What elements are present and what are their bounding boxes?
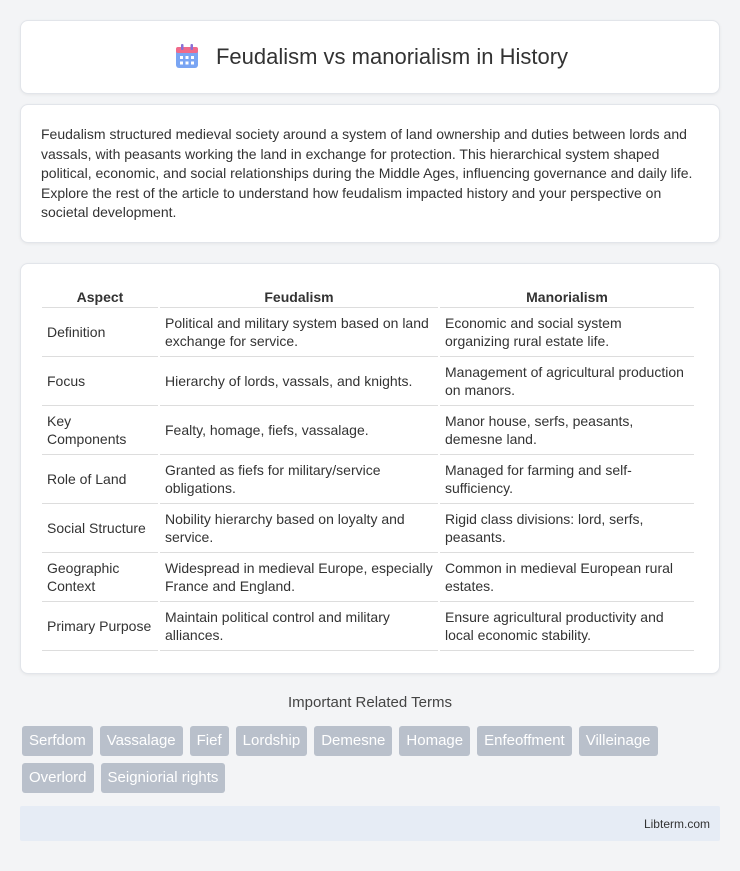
tag-enfeoffment[interactable]: Enfeoffment: [477, 726, 572, 756]
tag-overlord[interactable]: Overlord: [22, 763, 94, 793]
aspect-cell: Primary Purpose: [42, 602, 158, 651]
feudalism-cell: Nobility hierarchy based on loyalty and service.: [160, 504, 438, 553]
related-terms-list: [22, 726, 722, 793]
manorialism-cell: Rigid class divisions: lord, serfs, peasants.: [440, 504, 694, 553]
manorialism-cell: Manor house, serfs, peasants, demesne land.: [440, 406, 694, 455]
feudalism-cell: Maintain political control and military alliances.: [160, 602, 438, 651]
aspect-cell: Geographic Context: [42, 553, 158, 602]
feudalism-cell: Fealty, homage, fiefs, vassalage.: [160, 406, 438, 455]
header-card: [20, 20, 720, 94]
footer: [20, 806, 720, 841]
aspect-cell: Key Components: [42, 406, 158, 455]
footer-brand-link[interactable]: Libterm.com: [643, 816, 710, 831]
table-row: [42, 308, 694, 357]
manorialism-cell: Managed for farming and self-sufficiency.: [440, 455, 694, 504]
header-manorialism: Manorialism: [440, 284, 694, 308]
table-header-row: [42, 284, 694, 308]
tag-seigniorial-rights[interactable]: Seigniorial rights: [101, 763, 226, 793]
aspect-cell: Definition: [42, 308, 158, 357]
tag-vassalage[interactable]: Vassalage: [100, 726, 183, 756]
tag-serfdom[interactable]: Serfdom: [22, 726, 93, 756]
header-aspect: Aspect: [42, 284, 158, 308]
comparison-table: [40, 284, 696, 651]
tag-lordship[interactable]: Lordship: [236, 726, 308, 756]
manorialism-cell: Common in medieval European rural estates.: [440, 553, 694, 602]
feudalism-cell: Widespread in medieval Europe, especially France and England.: [160, 553, 438, 602]
aspect-cell: Role of Land: [42, 455, 158, 504]
table-row: [42, 602, 694, 651]
comparison-table-card: [20, 263, 720, 674]
tag-villeinage[interactable]: Villeinage: [579, 726, 658, 756]
intro-card: [20, 104, 720, 243]
table-row: [42, 357, 694, 406]
calendar-icon: [172, 42, 202, 72]
header-feudalism: Feudalism: [160, 284, 438, 308]
feudalism-cell: Hierarchy of lords, vassals, and knights.: [160, 357, 438, 406]
feudalism-cell: Granted as fiefs for military/service obligations.: [160, 455, 438, 504]
aspect-cell: Focus: [42, 357, 158, 406]
manorialism-cell: Ensure agricultural productivity and local economic stability.: [440, 602, 694, 651]
page-title: Feudalism vs manorialism in History: [215, 44, 569, 69]
tag-fief[interactable]: Fief: [190, 726, 229, 756]
tag-homage[interactable]: Homage: [399, 726, 470, 756]
table-row: [42, 406, 694, 455]
manorialism-cell: Economic and social system organizing rural estate life.: [440, 308, 694, 357]
tag-demesne[interactable]: Demesne: [314, 726, 392, 756]
feudalism-cell: Political and military system based on land exchange for service.: [160, 308, 438, 357]
intro-paragraph: Feudalism structured medieval society around a system of land ownership and duties between lords and vassals, with peasants working the land in exchange for protection. This hierarchical system shaped political, economic, and social relationships during the Middle Ages, influencing governance and daily life. Explore the rest of the article to understand how feudalism impacted history and your perspective on societal development.: [41, 126, 693, 220]
table-row: [42, 504, 694, 553]
table-row: [42, 553, 694, 602]
manorialism-cell: Management of agricultural production on manors.: [440, 357, 694, 406]
aspect-cell: Social Structure: [42, 504, 158, 553]
table-row: [42, 455, 694, 504]
related-terms-title: Important Related Terms: [288, 694, 452, 711]
